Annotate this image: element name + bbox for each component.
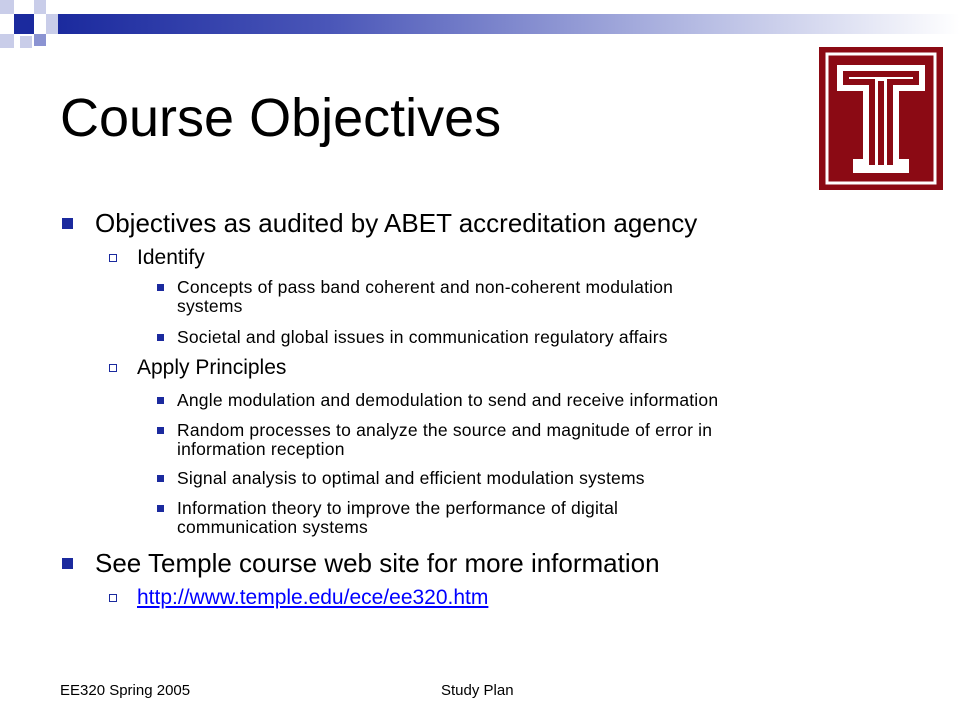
bullet-level2 <box>137 246 205 270</box>
bullet-text: Apply Principles <box>137 356 287 379</box>
square-bullet-icon <box>157 397 164 404</box>
hollow-square-bullet-icon <box>109 254 117 262</box>
bullet-level3 <box>177 328 668 347</box>
square-bullet-icon <box>157 427 164 434</box>
bullet-level3-continuation <box>177 440 345 459</box>
bullet-text: Societal and global issues in communication regulatory affairs <box>177 327 668 347</box>
bullet-text: Signal analysis to optimal and efficient modulation systems <box>177 468 645 488</box>
bullet-level3-continuation <box>177 518 368 537</box>
footer-section: Study Plan <box>441 682 514 699</box>
bullet-level3 <box>177 391 718 410</box>
bullet-level2-link <box>137 586 488 610</box>
square-bullet-icon <box>157 334 164 341</box>
slide-title: Course Objectives <box>60 88 502 148</box>
bullet-text: Concepts of pass band coherent and non-coherent modulation <box>177 277 674 297</box>
bullet-text: information reception <box>177 439 345 459</box>
bullet-level3-continuation <box>177 297 243 316</box>
bullet-text: Objectives as audited by ABET accreditation agency <box>95 208 698 238</box>
deco-square <box>0 0 14 14</box>
footer-course: EE320 Spring 2005 <box>60 682 191 699</box>
square-bullet-icon <box>157 475 164 482</box>
deco-square <box>46 14 58 34</box>
course-website-link[interactable]: http://www.temple.edu/ece/ee320.htm <box>137 586 489 609</box>
bullet-level1 <box>95 208 697 238</box>
hollow-square-bullet-icon <box>109 364 117 372</box>
bullet-level3 <box>177 469 645 488</box>
top-gradient-bar <box>58 14 960 34</box>
bullet-text: Identify <box>137 246 205 269</box>
temple-logo-icon <box>819 47 943 190</box>
bullet-level3 <box>177 421 712 440</box>
square-bullet-icon <box>157 284 164 291</box>
hollow-square-bullet-icon <box>109 594 117 602</box>
square-bullet-icon <box>62 558 73 569</box>
square-bullet-icon <box>157 505 164 512</box>
deco-square <box>34 34 46 46</box>
bullet-level3 <box>177 499 618 518</box>
bullet-text: See Temple course web site for more information <box>95 548 660 578</box>
bullet-text: Information theory to improve the performance of digital <box>177 498 619 518</box>
bullet-level2 <box>137 356 286 380</box>
deco-square <box>0 34 14 48</box>
deco-square <box>14 14 34 34</box>
bullet-text: Random processes to analyze the source and magnitude of error in <box>177 420 713 440</box>
bullet-text: Angle modulation and demodulation to send and receive information <box>177 390 719 410</box>
deco-square <box>34 0 46 14</box>
bullet-level3 <box>177 278 673 297</box>
bullet-text: systems <box>177 296 243 316</box>
bullet-text: communication systems <box>177 517 368 537</box>
square-bullet-icon <box>62 218 73 229</box>
bullet-level1 <box>95 548 660 578</box>
deco-square <box>20 36 32 48</box>
